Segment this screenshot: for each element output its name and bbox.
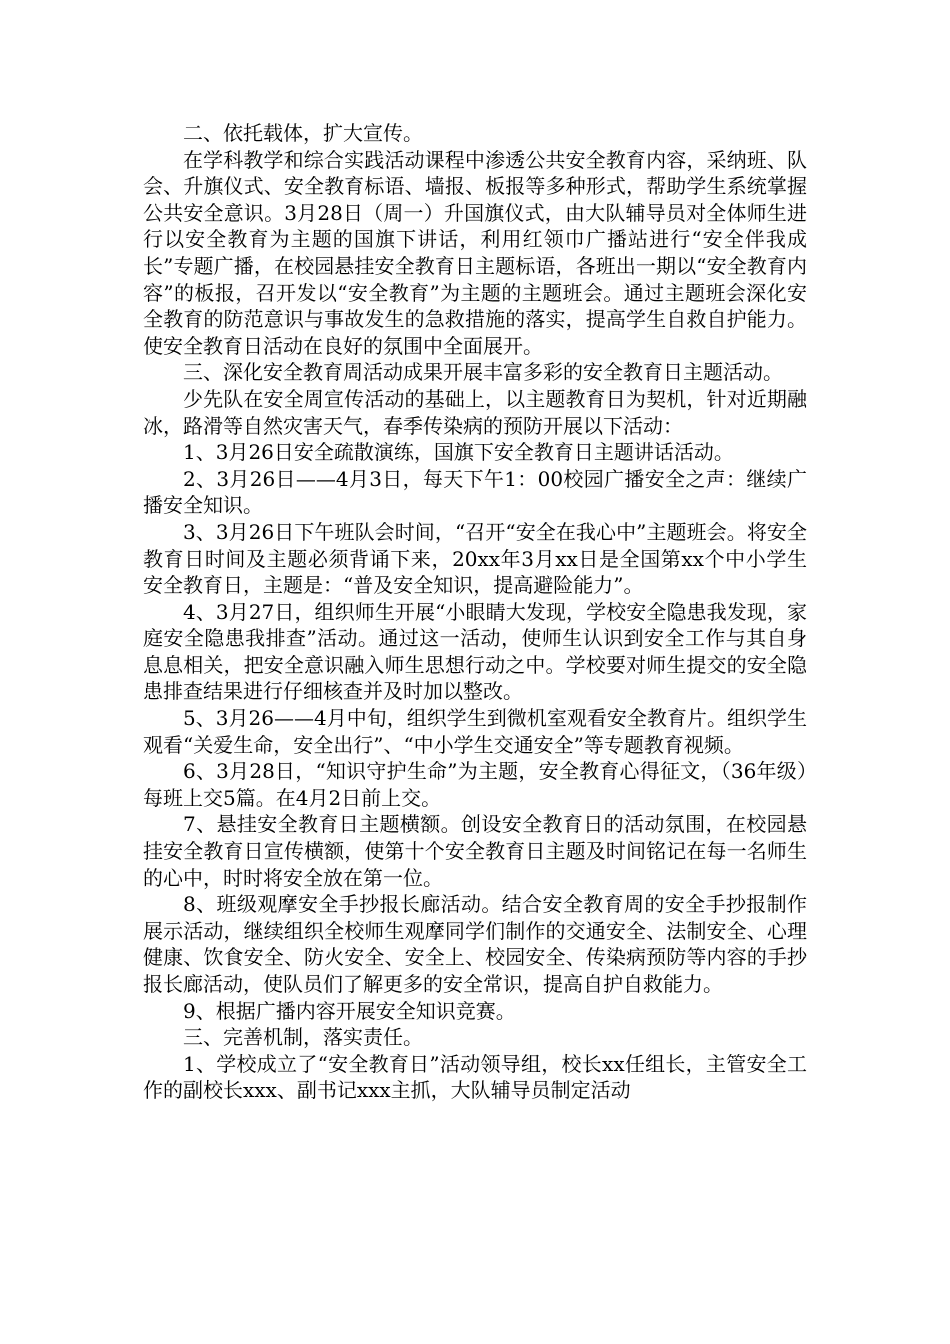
mechanism-item-1: 1、学校成立了“安全教育日”活动领导组，校长xx任组长，主管安全工作的副校长xxx、副书记xxx主抓，大队辅导员制定活动 bbox=[143, 1051, 807, 1103]
activity-item-6: 6、3月28日，“知识守护生命”为主题，安全教育心得征文，（36年级）每班上交5篇。在4月2日前上交。 bbox=[143, 759, 807, 810]
document-page bbox=[143, 120, 807, 1104]
activity-item-4: 4、3月27日，组织师生开展“小眼睛大发现，学校安全隐患我发现，家庭安全隐患我排查”活动。通过这一活动，使师生认识到安全工作与其自身息息相关，把安全意识融入师生思想行动之中。学校要对师生提交的安全隐患排查结果进行仔细核查并及时加以整改。 bbox=[143, 599, 807, 704]
paragraph-intro-activities: 少先队在安全周宣传活动的基础上，以主题教育日为契机，针对近期融冰，路滑等自然灾害天气，春季传染病的预防开展以下活动： bbox=[143, 386, 807, 438]
paragraph-propaganda: 在学科教学和综合实践活动课程中渗透公共安全教育内容，采纳班、队会、升旗仪式、安全教育标语、墙报、板报等多种形式，帮助学生系统掌握公共安全意识。3月28日（周一）升国旗仪式，由大队辅导员对全体师生进行以安全教育为主题的国旗下讲话，利用红领巾广播站进行“安全伴我成长”专题广播，在校园悬挂安全教育日主题标语，各班出一期以“安全教育内容”的板报，召开发以“安全教育”为主题的主题班会。通过主题班会深化安全教育的防范意识与事故发生的急救措施的落实，提高学生自救自护能力。使安全教育日活动在良好的氛围中全面展开。 bbox=[143, 147, 807, 358]
activity-item-5: 5、3月26——4月中旬，组织学生到微机室观看安全教育片。组织学生观看“关爱生命，安全出行”、“中小学生交通安全”等专题教育视频。 bbox=[143, 706, 807, 757]
activity-item-8: 8、班级观摩安全手抄报长廊活动。结合安全教育周的安全手抄报制作展示活动，继续组织全校师生观摩同学们制作的交通安全、法制安全、心理健康、饮食安全、防火安全、安全上、校园安全、传染病预防等内容的手抄报长廊活动，使队员们了解更多的安全常识，提高自护自救能力。 bbox=[143, 892, 807, 996]
section-heading-3: 三、深化安全教育周活动成果开展丰富多彩的安全教育日主题活动。 bbox=[183, 360, 783, 385]
activity-item-9: 9、根据广播内容开展安全知识竞赛。 bbox=[183, 998, 516, 1023]
activity-item-3: 3、3月26日下午班队会时间，“召开“安全在我心中”主题班会。将安全教育日时间及主题必须背诵下来，20xx年3月xx日是全国第xx个中小学生安全教育日，主题是：“普及安全知识，提高避险能力”。 bbox=[143, 519, 807, 598]
section-heading-2: 二、依托载体，扩大宣传。 bbox=[183, 121, 423, 145]
section-heading-mechanism: 三、完善机制，落实责任。 bbox=[183, 1025, 423, 1050]
activity-item-7: 7、悬挂安全教育日主题横额。创设安全教育日的活动氛围，在校园悬挂安全教育日宣传横额，使第十个安全教育日主题及时间铭记在每一名师生的心中，时时将安全放在第一位。 bbox=[143, 812, 807, 890]
activity-item-1: 1、3月26日安全疏散演练，国旗下安全教育日主题讲话活动。 bbox=[183, 440, 734, 465]
activity-item-2: 2、3月26日——4月3日，每天下午1：00校园广播安全之声：继续广播安全知识。 bbox=[143, 466, 807, 518]
